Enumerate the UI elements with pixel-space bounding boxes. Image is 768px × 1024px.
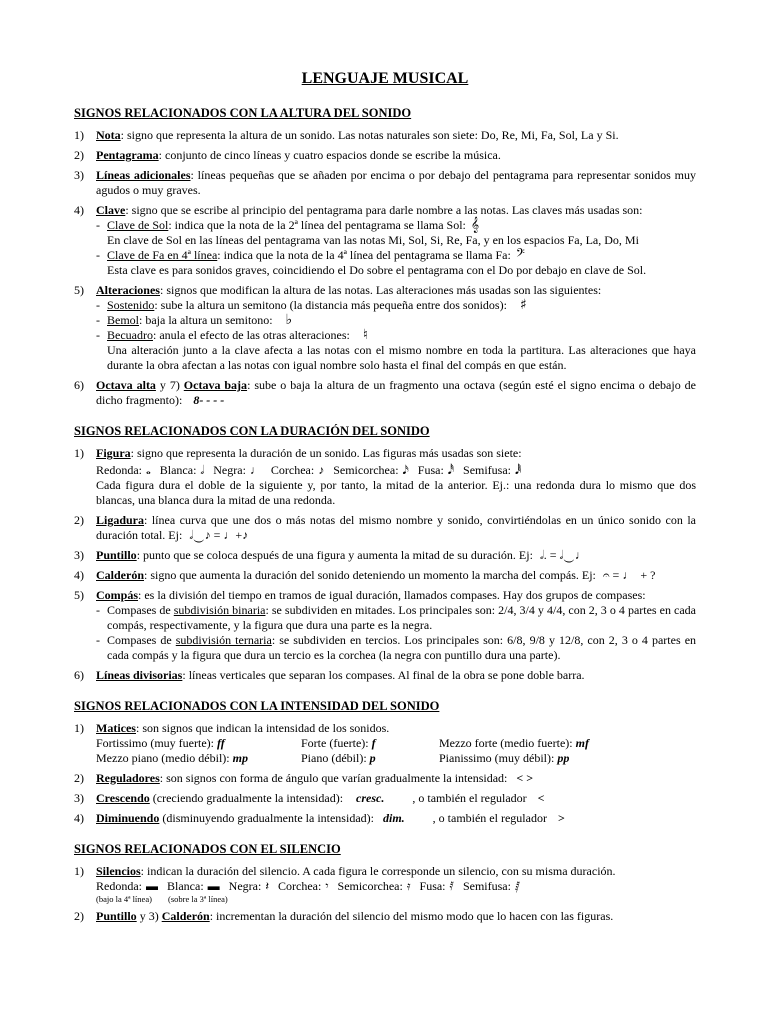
rest-label: Blanca: (167, 879, 204, 893)
item-number: 2) (74, 513, 84, 527)
bass-clef-icon: 𝄢 (515, 247, 525, 263)
term: Diminuendo (96, 811, 160, 825)
figure-label: Corchea: (270, 463, 315, 477)
dynamic-mf: Mezzo forte (medio fuerte): mf (439, 736, 589, 750)
regulator-sign: < > (516, 771, 534, 785)
note-redonda: (bajo la 4ª línea) (96, 894, 152, 904)
item-matices (74, 721, 696, 766)
definition: : punto que se coloca después de una figura y aumenta la mitad de su duración. Ej: (136, 548, 533, 562)
figure-label: Semifusa: (463, 463, 512, 477)
fa-description: Esta clave es para sonidos graves, coincidiendo el Do sobre el pentagrama con el Do por debajo en clave de Sol. (107, 263, 647, 277)
item-lineas-adicionales (74, 168, 696, 198)
term: Clave (96, 203, 126, 217)
tail-text: , o también el regulador (432, 811, 547, 825)
figures-row (96, 461, 696, 478)
definition: : sube o baja la altura de un fragmento una octava (según esté el signo encima o debajo de dicho fragmento): (96, 378, 696, 407)
term: Clave de Fa en 4ª línea (107, 248, 218, 262)
section-heading-duracion: SIGNOS RELACIONADOS CON LA DURACIÓN DEL SONIDO (74, 424, 430, 438)
definition: : indican la duración del silencio. A cada figura le corresponde un silencio, con su misma duración. (140, 864, 616, 878)
tie-example-icon: 𝅗𝅥‿♪ = ♩+♪ (189, 528, 249, 542)
whole-note-icon: 𝅝 (146, 463, 151, 477)
item-number: 1) (74, 128, 84, 142)
dotted-note-example-icon: 𝅗𝅥. = 𝅗𝅥‿♩ (539, 548, 587, 562)
section-intensidad (74, 699, 696, 826)
dynamic-mp: Mezzo piano (medio débil): mp (96, 751, 248, 765)
item-number: 4) (74, 568, 84, 582)
dynamic-ff: Fortissimo (muy fuerte): ff (96, 736, 225, 750)
definition: : indica que la nota de la 2ª línea del pentagrama se llama Sol: (168, 218, 466, 232)
sub-sostenido: - Sostenido: sube la altura un semitono (la distancia más pequeña entre dos sonidos): ♯ (96, 297, 527, 313)
definition: (disminuyendo gradualmente la intensidad): (159, 811, 374, 825)
definition: : signo que aumenta la duración del sonido deteniendo un momento la marcha del compás. Ej: (144, 568, 596, 582)
definition: : se subdividen en tercios. Los principales son: 6/8, 9/8 y 12/8, con 2, 3 o 4 partes en cada compás y la figura que dura un tercio es la corchea (la negra con puntillo dura una parte). (107, 633, 697, 662)
item-nota (74, 128, 696, 143)
definition: : líneas pequeñas que se añaden por encima o por debajo del pentagrama para representar sonidos muy agudos o muy graves. (96, 168, 696, 197)
term: Octava baja (183, 378, 248, 392)
connector: y 3) (136, 909, 162, 923)
item-alteraciones (74, 283, 696, 373)
term: Becuadro (107, 328, 153, 342)
dynamics-grid (96, 736, 696, 766)
item-silencios (74, 864, 696, 904)
item-puntillo-calderon (74, 909, 696, 924)
term: Ligadura (96, 513, 145, 527)
term: Octava alta (96, 378, 156, 392)
regulator-sign: < (537, 791, 545, 805)
term: Sostenido (107, 298, 155, 312)
definition: : son signos con forma de ángulo que varían gradualmente la intensidad: (159, 771, 508, 785)
thirty-second-rest-icon: 𝅀 (449, 879, 454, 893)
item-number: 3) (74, 168, 84, 182)
term: Puntillo (96, 909, 137, 923)
octave-sign: 8- - - - (193, 393, 225, 407)
item-puntillo (74, 548, 696, 563)
rest-label: Corchea: (278, 879, 322, 893)
rest-label: Negra: (228, 879, 262, 893)
section-duracion (74, 424, 696, 683)
definition: : baja la altura un semitono: (139, 313, 273, 327)
term: Bemol (107, 313, 139, 327)
prefix: Compases de (107, 603, 174, 617)
cresc-sign: cresc. (356, 791, 385, 805)
definition: : indica que la nota de la 4ª línea del pentagrama se llama Fa: (217, 248, 511, 262)
item-number: 6) (74, 378, 84, 392)
item-number: 2) (74, 148, 84, 162)
sharp-icon: ♯ (519, 297, 527, 313)
term: Pentagrama (96, 148, 159, 162)
definition: : línea curva que une dos o más notas del mismo nombre y sonido, convirtiéndolas en un único sonido con la duración total. Ej: (96, 513, 696, 542)
sub-bemol: - Bemol: baja la altura un semitono: ♭ (96, 312, 293, 328)
figura-description: Cada figura dura el doble de la siguiente y, por tanto, la mitad de la anterior. Ej.: una redonda dura lo mismo que dos blancas, una blanca dura la mitad de una redonda. (96, 478, 696, 507)
item-number: 5) (74, 283, 84, 297)
term: Figura (96, 446, 131, 460)
natural-icon: ♮ (362, 327, 368, 343)
definition: : sube la altura un semitono (la distancia más pequeña entre dos sonidos): (154, 298, 507, 312)
item-number: 4) (74, 203, 84, 217)
alteraciones-description: Una alteración junto a la clave afecta a las notas con el mismo nombre en toda la partitura. Las alteraciones que haya durante la obra afectan a las notas con igual nombre solo hasta el final del compás en que están. (107, 343, 696, 372)
sixteenth-rest-icon: 𝄿 (406, 879, 411, 893)
definition: : signo que representa la altura de un sonido. Las notas naturales son siete: Do, Re, Mi, Fa, Sol, La y Si. (120, 128, 619, 142)
thirty-second-note-icon: 𝅘𝅥𝅰 (447, 463, 455, 477)
definition: : signos que modifican la altura de las notas. Las alteraciones más usadas son las siguientes: (159, 283, 602, 297)
term: Líneas divisorias (96, 668, 183, 682)
dynamic-f: Forte (fuerte): f (301, 736, 376, 750)
flat-icon: ♭ (285, 312, 293, 328)
sub-becuadro: - Becuadro: anula el efecto de las otras alteraciones: ♮ (96, 327, 368, 343)
figure-label: Fusa: (417, 463, 444, 477)
item-number: 4) (74, 811, 84, 825)
item-number: 2) (74, 909, 84, 923)
term: subdivisión ternaria (175, 633, 272, 647)
rest-label: Fusa: (419, 879, 446, 893)
item-calderon (74, 568, 696, 583)
term: Alteraciones (96, 283, 160, 297)
item-number: 5) (74, 588, 84, 602)
dynamic-p: Piano (débil): p (301, 751, 376, 765)
fermata-tail: + ? (640, 568, 656, 582)
rest-notes (96, 894, 696, 904)
definition: (creciendo gradualmente la intensidad): (149, 791, 344, 805)
term: Nota (96, 128, 121, 142)
definition: : conjunto de cinco líneas y cuatro espacios donde se escribe la música. (158, 148, 501, 162)
term: Reguladores (96, 771, 160, 785)
item-number: 2) (74, 771, 84, 785)
section-altura (74, 106, 696, 408)
item-number: 3) (74, 548, 84, 562)
treble-clef-icon: 𝄞 (470, 217, 480, 233)
definition: : se subdividen en mitades. Los principales son: 2/4, 3/4 y 4/4, con 2, 3 o 4 partes en cada compás, respectivamente, y la figura que dura una parte es la negra. (107, 603, 696, 632)
section-heading-silencio: SIGNOS RELACIONADOS CON EL SILENCIO (74, 842, 341, 856)
rests-row (96, 879, 696, 894)
figure-label: Negra: (213, 463, 246, 477)
sub-clave-fa: - Clave de Fa en 4ª línea: indica que la nota de la 4ª línea del pentagrama se llama Fa: 𝄢 (96, 247, 525, 263)
item-crescendo (74, 791, 696, 806)
term: Líneas adicionales (96, 168, 191, 182)
sub-clave-sol: - Clave de Sol: indica que la nota de la 2ª línea del pentagrama se llama Sol: 𝄞 (96, 217, 480, 233)
section-heading-intensidad: SIGNOS RELACIONADOS CON LA INTENSIDAD DEL SONIDO (74, 699, 440, 713)
rest-label: Redonda: (96, 879, 142, 893)
section-heading-altura: SIGNOS RELACIONADOS CON LA ALTURA DEL SONIDO (74, 106, 412, 120)
term: Calderón (161, 909, 210, 923)
sixty-fourth-rest-icon: 𝅁 (514, 879, 520, 893)
figure-label: Semicorchea: (333, 463, 399, 477)
sub-binaria: - Compases de subdivisión binaria: se subdividen en mitades. Los principales son: 2/4, 3/4 y 4/4, con 2, 3 o 4 partes en cada compás, respectivamente, y la figura que dura una parte es la negra. (96, 603, 696, 632)
section-silencio (74, 842, 696, 924)
document-page (74, 66, 696, 940)
item-diminuendo (74, 811, 696, 826)
item-ligadura (74, 513, 696, 543)
page-title: LENGUAJE MUSICAL (301, 70, 469, 87)
dim-sign: dim. (382, 811, 405, 825)
definition: : líneas verticales que separan los compases. Al final de la obra se pone doble barra. (182, 668, 585, 682)
item-compas (74, 588, 696, 663)
item-number: 1) (74, 864, 84, 878)
prefix: Compases de (107, 633, 176, 647)
item-pentagrama (74, 148, 696, 163)
half-note-icon: 𝅗𝅥 (200, 463, 205, 477)
dynamic-pp: Pianissimo (muy débil): pp (439, 751, 570, 765)
regulator-sign: > (557, 811, 565, 825)
item-octava (74, 378, 696, 408)
item-number: 1) (74, 446, 84, 460)
term: Compás (96, 588, 139, 602)
term: Clave de Sol (107, 218, 169, 232)
note-blanca: (sobre la 3ª línea) (168, 894, 228, 904)
definition: : anula el efecto de las otras alteraciones: (152, 328, 350, 342)
item-figura (74, 446, 696, 508)
figure-label: Blanca: (159, 463, 197, 477)
item-number: 3) (74, 791, 84, 805)
rest-label: Semicorchea: (337, 879, 403, 893)
item-number: 6) (74, 668, 84, 682)
quarter-rest-icon: 𝄽 (265, 879, 269, 893)
whole-rest-icon: ▬ (146, 879, 158, 893)
term: subdivisión binaria (173, 603, 266, 617)
rest-label: Semifusa: (462, 879, 511, 893)
half-rest-icon: ▬ (207, 879, 220, 893)
figure-label: Redonda: (96, 463, 142, 477)
definition: : es la división del tiempo en tramos de igual duración, llamados compases. Hay dos grupos de compases: (138, 588, 646, 602)
eighth-rest-icon: 𝄾 (325, 879, 329, 893)
term: Calderón (96, 568, 144, 582)
connector: y 7) (155, 378, 184, 392)
definition: : signo que representa la duración de un sonido. Las figuras más usadas son siete: (130, 446, 522, 460)
term: Matices (96, 721, 136, 735)
item-divisorias (74, 668, 696, 683)
quarter-note-icon: ♩ (249, 463, 262, 477)
definition: : signo que se escribe al principio del pentagrama para darle nombre a las notas. Las claves más usadas son: (125, 203, 643, 217)
tail-text: , o también el regulador (412, 791, 527, 805)
term: Silencios (96, 864, 141, 878)
item-clave (74, 203, 696, 278)
definition: : son signos que indican la intensidad de los sonidos. (135, 721, 390, 735)
eighth-note-icon: ♪ (318, 463, 325, 477)
sub-ternaria: - Compases de subdivisión ternaria: se subdividen en tercios. Los principales son: 6/8, 9/8 y 12/8, con 2, 3 o 4 partes en cada compás y la figura que dura un tercio es la corchea (la negra con puntillo dura una parte). (96, 633, 697, 662)
item-reguladores (74, 771, 696, 786)
fermata-example-icon: 𝄐 = ♩ (602, 568, 635, 582)
sixteenth-note-icon: 𝅘𝅥𝅯 (402, 463, 409, 477)
term: Puntillo (96, 548, 137, 562)
item-number: 1) (74, 721, 84, 735)
definition: : incrementan la duración del silencio del mismo modo que lo hacen con las figuras. (209, 909, 614, 923)
sixty-fourth-note-icon: 𝅘𝅥𝅱 (515, 463, 522, 477)
term: Crescendo (96, 791, 150, 805)
sol-description: En clave de Sol en las líneas del pentagrama van las notas Mi, Sol, Si, Re, Fa, y en los espacios Fa, La, Do, Mi (107, 233, 639, 247)
